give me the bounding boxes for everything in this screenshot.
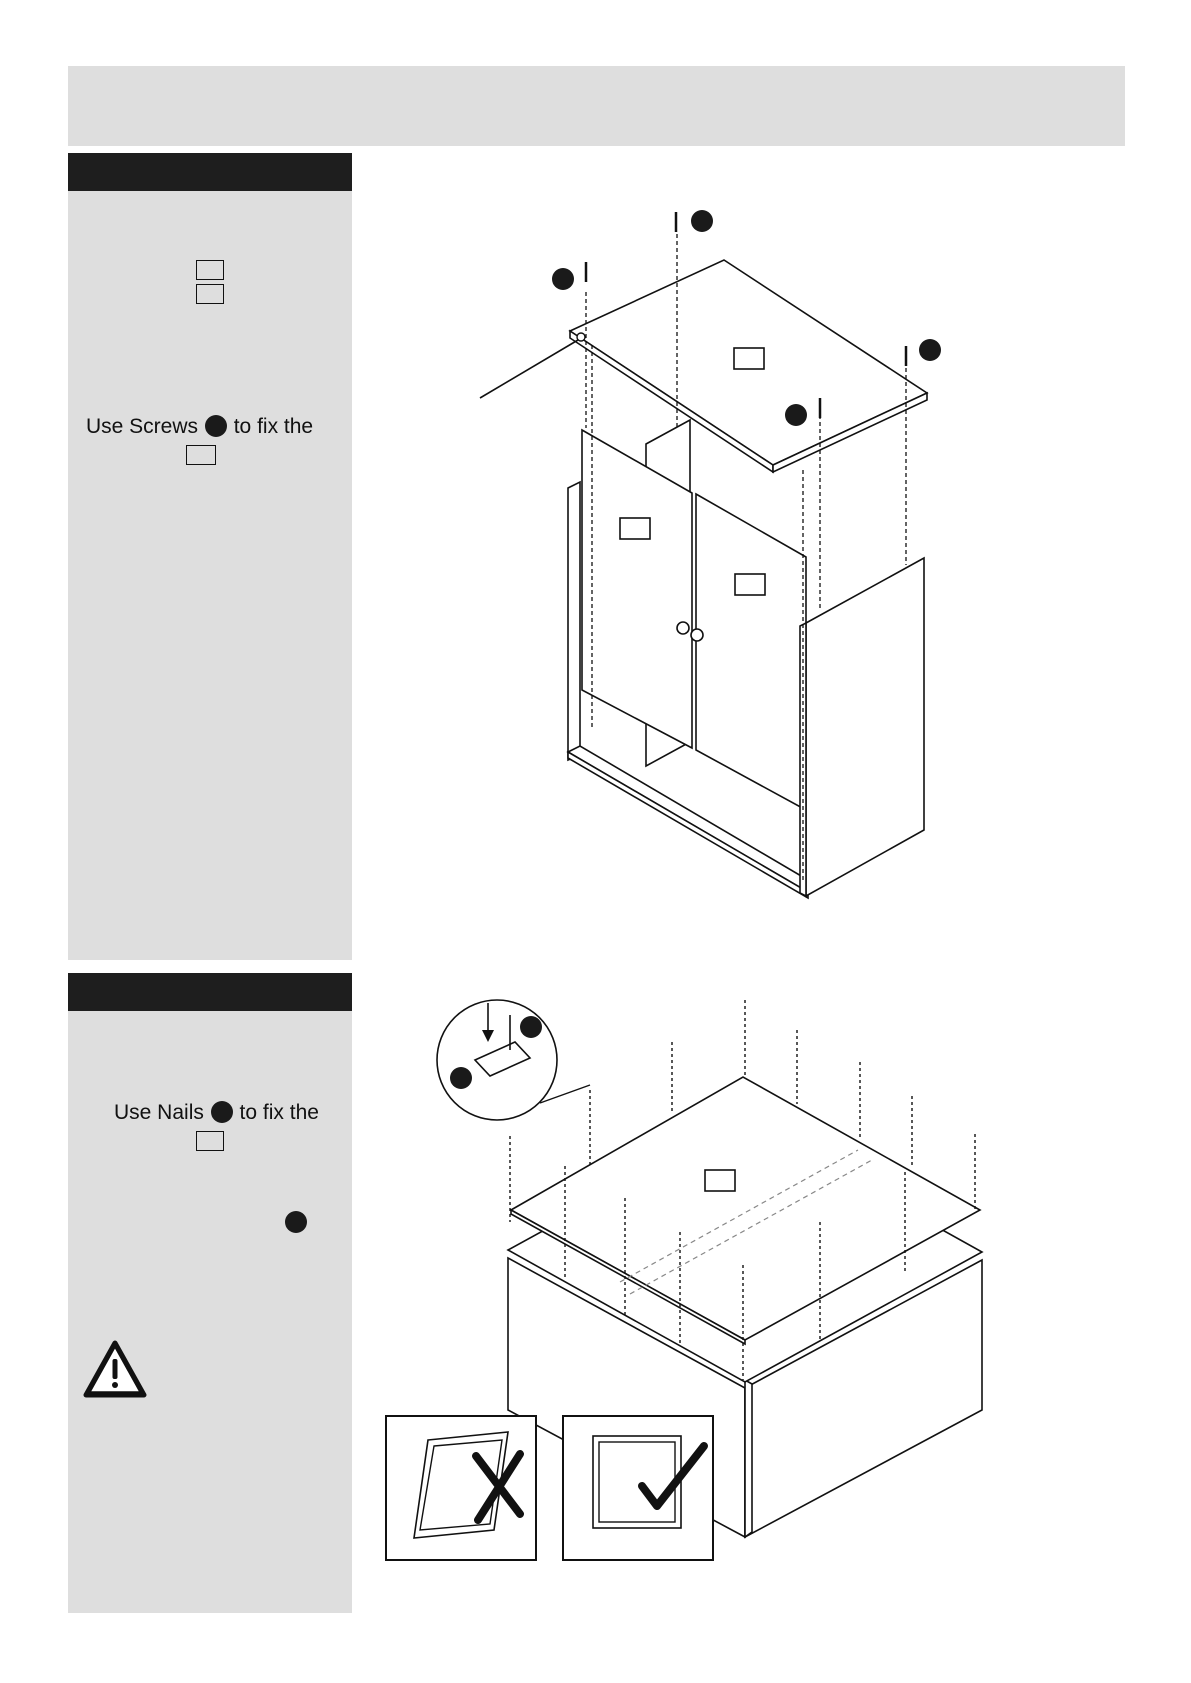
part-label-box [196,284,224,304]
instruction-text: to fix the [239,1101,319,1124]
step-2-panel [68,973,352,1613]
step-1-cabinet-diagram [470,200,950,900]
warning-triangle-icon [82,1339,148,1401]
screw-part-marker-icon [205,415,227,437]
part-marker-icon [285,1211,307,1233]
instruction-text: Use Screws [86,415,199,438]
correct-example [563,1416,713,1560]
nail-part-marker-icon [211,1101,233,1123]
step-1-instruction [86,415,313,439]
page-header-banner [68,66,1125,146]
instruction-text: Use Nails [114,1101,204,1124]
part-label-box [196,1131,224,1151]
incorrect-example [386,1416,536,1560]
step-2-back-panel-diagram [380,990,1000,1580]
part-label-box [186,445,216,465]
instruction-text: to fix the [233,415,314,438]
step-1-header-bar [68,153,352,191]
step-1-panel [68,153,352,960]
step-2-instruction [114,1101,319,1125]
step-2-header-bar [68,973,352,1011]
part-label-box [196,260,224,280]
